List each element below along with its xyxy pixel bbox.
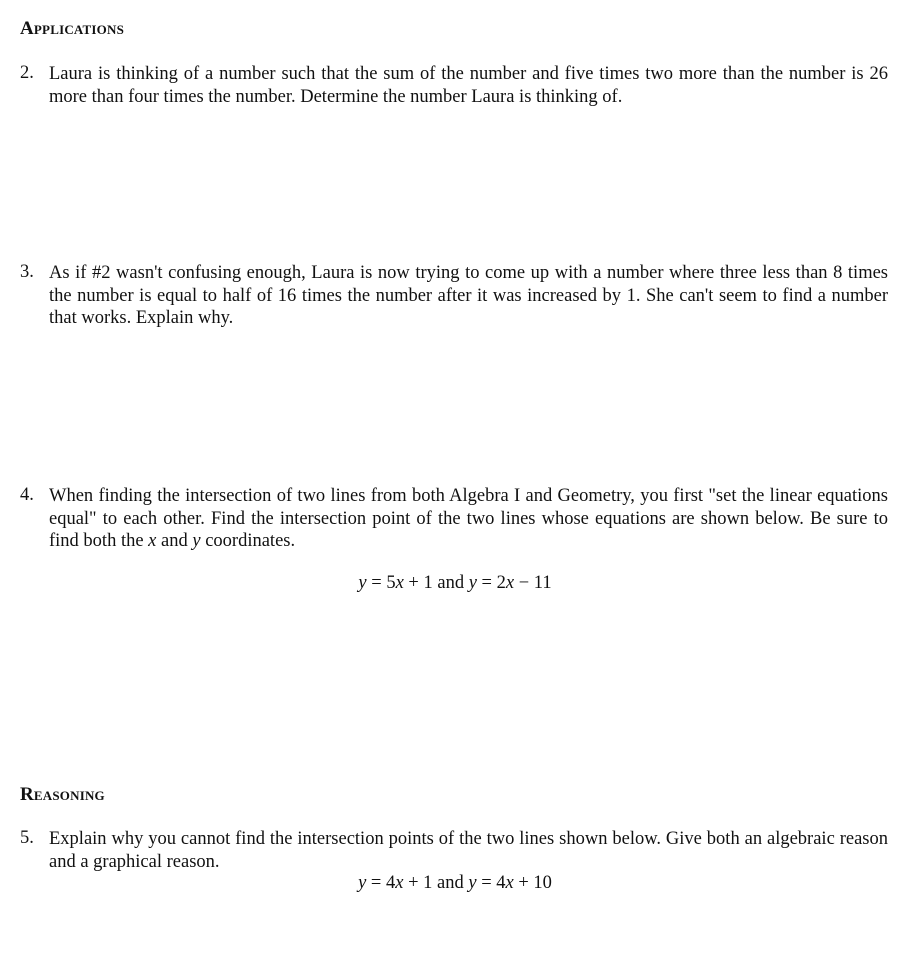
var: x	[505, 873, 514, 893]
equation-q4	[0, 573, 910, 594]
var: x	[505, 573, 515, 593]
question-number: 4.	[20, 485, 34, 505]
text-part: When finding the intersection of two lines from both Algebra I and Geometry, you first "set the linear equations equal" to each other. Find the intersection point of the two lines whose equations are shown below. Be sure to find both the	[49, 486, 888, 551]
question-2	[20, 63, 888, 108]
question-number: 5.	[20, 828, 34, 848]
var: x	[395, 573, 404, 593]
var: x	[395, 873, 404, 893]
question-text: As if #2 wasn't confusing enough, Laura is now trying to come up with a number where three less than 8 times the number is equal to half of 16 times the number after it was increased by 1. She can't seem to find a number that works. Explain why.	[49, 263, 888, 328]
eq-part: + 10	[513, 873, 552, 893]
var: y	[358, 573, 367, 593]
eq-part: + 1 and	[403, 873, 469, 893]
question-text: Explain why you cannot find the intersection points of the two lines shown below. Give both an algebraic reason and a graphical reason.	[49, 829, 888, 872]
var: y	[358, 873, 367, 893]
eq-part: = 4	[366, 873, 396, 893]
eq-part: = 5	[366, 573, 396, 593]
question-5	[20, 828, 888, 873]
question-number: 2.	[20, 63, 34, 83]
question-3	[20, 262, 888, 330]
eq-part: + 1 and	[403, 573, 469, 593]
text-part: coordinates.	[200, 531, 296, 551]
var: y	[468, 873, 477, 893]
variable: y	[192, 531, 201, 551]
question-number: 3.	[20, 262, 34, 282]
eq-part: = 4	[476, 873, 506, 893]
section-heading-reasoning: Reasoning	[20, 784, 105, 805]
section-heading-applications: Applications	[20, 18, 125, 39]
question-4	[20, 485, 888, 553]
equation-q5	[0, 873, 910, 894]
question-text	[49, 485, 888, 553]
text-part: and	[156, 531, 193, 551]
var: y	[468, 573, 477, 593]
eq-part: − 11	[514, 573, 552, 593]
question-text: Laura is thinking of a number such that the sum of the number and five times two more than the number is 26 more than four times the number. Determine the number Laura is thinking of.	[49, 64, 888, 107]
variable: x	[148, 531, 157, 551]
eq-part: = 2	[476, 573, 506, 593]
